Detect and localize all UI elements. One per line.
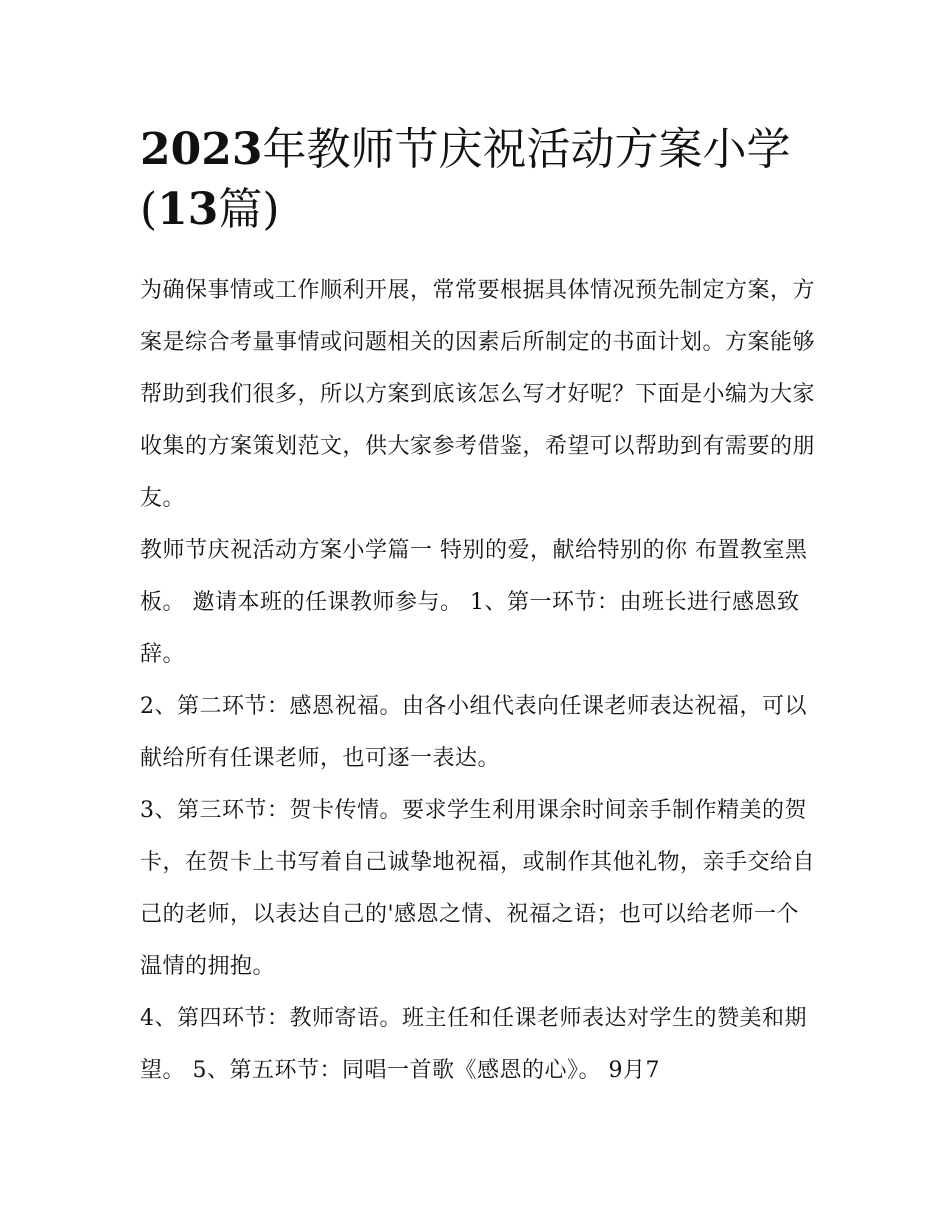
paragraph-section-one: 教师节庆祝活动方案小学篇一 特别的爱，献给特别的你 布置教室黑板。 邀请本班的任课教师参与。 1、第一环节：由班长进行感恩致辞。	[140, 538, 808, 667]
intro-paragraph: 为确保事情或工作顺利开展，常常要根据具体情况预先制定方案，方案是综合考量事情或问题相关的因素后所制定的书面计划。方案能够帮助到我们很多，所以方案到底该怎么写才好呢？下面是小编为大家收集的方案策划范文，供大家参考借鉴，希望可以帮助到有需要的朋友。	[140, 278, 816, 511]
document-content	[140, 120, 820, 1097]
paragraph-step-two: 2、第二环节：感恩祝福。由各小组代表向任课老师表达祝福，可以献给所有任课老师，也可逐一表达。	[140, 694, 807, 771]
document-title	[140, 120, 820, 240]
title-text: 年教师节庆祝活动方案小学(	[140, 124, 791, 235]
title-year: 2023	[140, 124, 263, 175]
paragraph-step-four-five: 4、第四环节：教师寄语。班主任和任课老师表达对学生的赞美和期望。 5、第五环节：同唱一首歌《感恩的心》。 9月7	[140, 1006, 807, 1083]
title-count: 13	[157, 184, 219, 235]
paragraph-step-three: 3、第三环节：贺卡传情。要求学生利用课余时间亲手制作精美的贺卡，在贺卡上书写着自己诚挚地祝福，或制作其他礼物，亲手交给自己的老师，以表达自己的'感恩之情、祝福之语；也可以给老师一个温情的拥抱。	[140, 798, 816, 979]
title-suffix: 篇)	[218, 184, 280, 235]
